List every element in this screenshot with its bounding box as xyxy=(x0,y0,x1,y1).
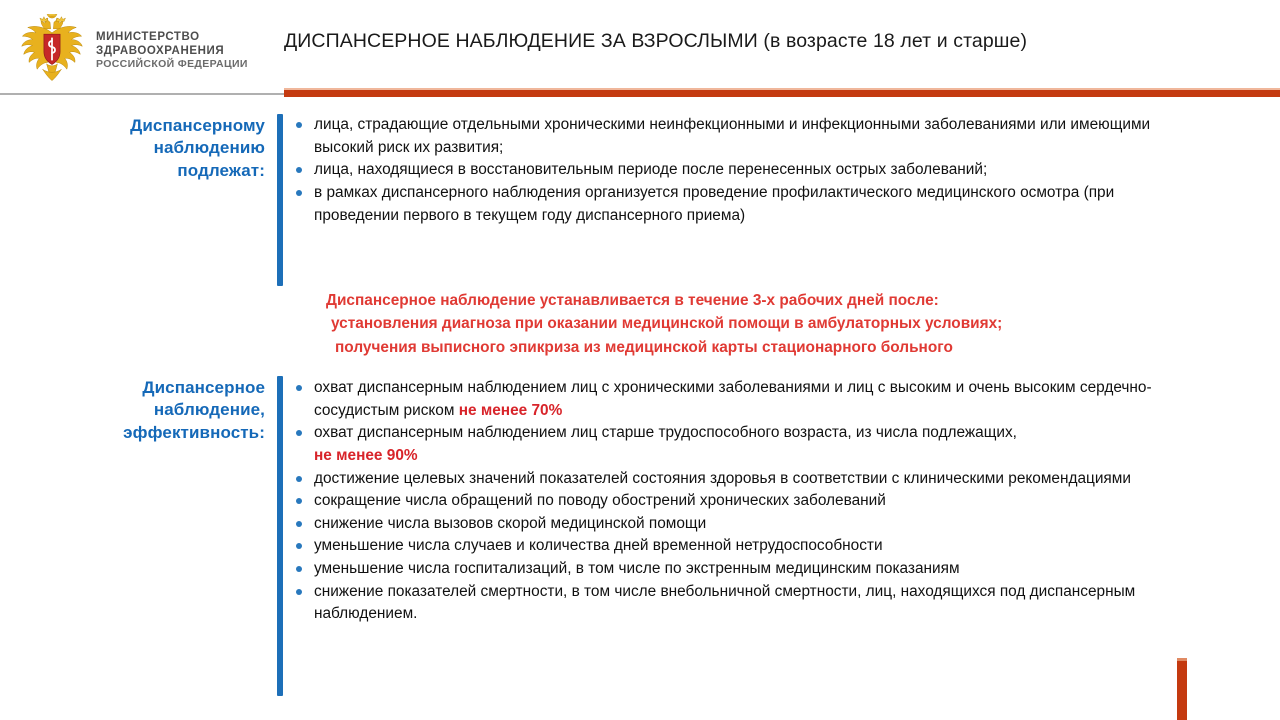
list-item xyxy=(288,535,1178,558)
section-2-label xyxy=(60,377,265,444)
section-2-label-line-1: Диспансерное xyxy=(142,378,265,397)
list-item-text: охват диспансерным наблюдением лиц с хроническими заболеваниями и лиц с высоким и очень высоким сердечно-сосудистым риском xyxy=(314,379,1152,419)
list-item xyxy=(288,377,1178,422)
list-item-text: снижение числа вызовов скорой медицинской помощи xyxy=(314,514,707,532)
ministry-name-line-3: РОССИЙСКОЙ ФЕДЕРАЦИИ xyxy=(96,58,248,71)
list-item xyxy=(288,581,1178,626)
list-item-highlight: не менее 70% xyxy=(458,401,563,419)
section-1-label-line-1: Диспансерному xyxy=(130,116,265,135)
list-item xyxy=(288,468,1178,491)
red-callout-note xyxy=(326,289,1186,359)
header-divider-grey xyxy=(0,93,284,95)
red-note-line-1: Диспансерное наблюдение устанавливается в течение 3-х рабочих дней после: xyxy=(326,292,939,309)
russian-federation-ministry-of-health-emblem-icon xyxy=(18,14,86,84)
list-item xyxy=(288,159,1168,182)
list-item xyxy=(288,422,1178,467)
ministry-name xyxy=(96,27,248,71)
list-item xyxy=(288,490,1178,513)
section-2-rail xyxy=(277,376,283,696)
list-item-text: снижение показателей смертности, в том числе внебольничной смертности, лиц, находящихся под диспансерным наблюдением. xyxy=(314,582,1136,623)
ministry-name-line-2: ЗДРАВООХРАНЕНИЯ xyxy=(96,44,225,57)
footer-accent-bar-highlight xyxy=(1177,658,1187,661)
header-divider-orange-highlight xyxy=(284,88,1280,90)
ministry-name-line-1: МИНИСТЕРСТВО xyxy=(96,31,200,44)
red-note-line-3: получения выписного эпикриза из медицинской карты стационарного больного xyxy=(335,338,953,356)
list-item-text: достижение целевых значений показателей состояния здоровья в соответствии с клиническими рекомендациями xyxy=(314,469,1131,487)
ministry-branding xyxy=(18,14,248,84)
section-2-label-line-2: наблюдение, xyxy=(153,400,265,420)
list-item-text: уменьшение числа госпитализаций, в том числе по экстренным медицинским показаниям xyxy=(314,560,960,578)
section-2-bullet-list xyxy=(288,377,1178,626)
section-1-label-line-3: подлежат: xyxy=(177,160,265,180)
list-item xyxy=(288,558,1178,581)
list-item-highlight: не менее 90% xyxy=(314,446,418,464)
list-item-text: уменьшение числа случаев и количества дней временной нетрудоспособности xyxy=(314,537,883,555)
list-item-text: сокращение числа обращений по поводу обострений хронических заболеваний xyxy=(314,492,886,510)
section-1-bullet-list xyxy=(288,114,1168,227)
section-1-rail xyxy=(277,114,283,286)
list-item xyxy=(288,114,1168,159)
slide-header xyxy=(0,0,1280,92)
list-item-text: охват диспансерным наблюдением лиц старше трудоспособного возраста, из числа подлежащих, xyxy=(314,424,1017,442)
list-item-text: лица, находящиеся в восстановительным периоде после перенесенных острых заболеваний; xyxy=(314,161,988,179)
list-item xyxy=(288,182,1168,227)
section-1-label-line-2: наблюдению xyxy=(153,138,265,158)
section-1-label xyxy=(60,115,265,182)
list-item-text: в рамках диспансерного наблюдения организуется проведение профилактического медицинского осмотра (при проведении первого в текущем году диспансерного приема) xyxy=(314,183,1115,224)
red-note-line-2: установления диагноза при оказании медицинской помощи в амбулаторных условиях; xyxy=(331,315,1003,333)
section-2-label-line-3: эффективность: xyxy=(123,422,265,442)
footer-accent-bar xyxy=(1177,658,1187,720)
list-item xyxy=(288,513,1178,536)
slide-title: ДИСПАНСЕРНОЕ НАБЛЮДЕНИЕ ЗА ВЗРОСЛЫМИ (в возрасте 18 лет и старше) xyxy=(284,30,1028,52)
list-item-text: лица, страдающие отдельными хроническими неинфекционными и инфекционными заболеваниями или имеющими высокий риск их развития; xyxy=(314,116,1151,156)
